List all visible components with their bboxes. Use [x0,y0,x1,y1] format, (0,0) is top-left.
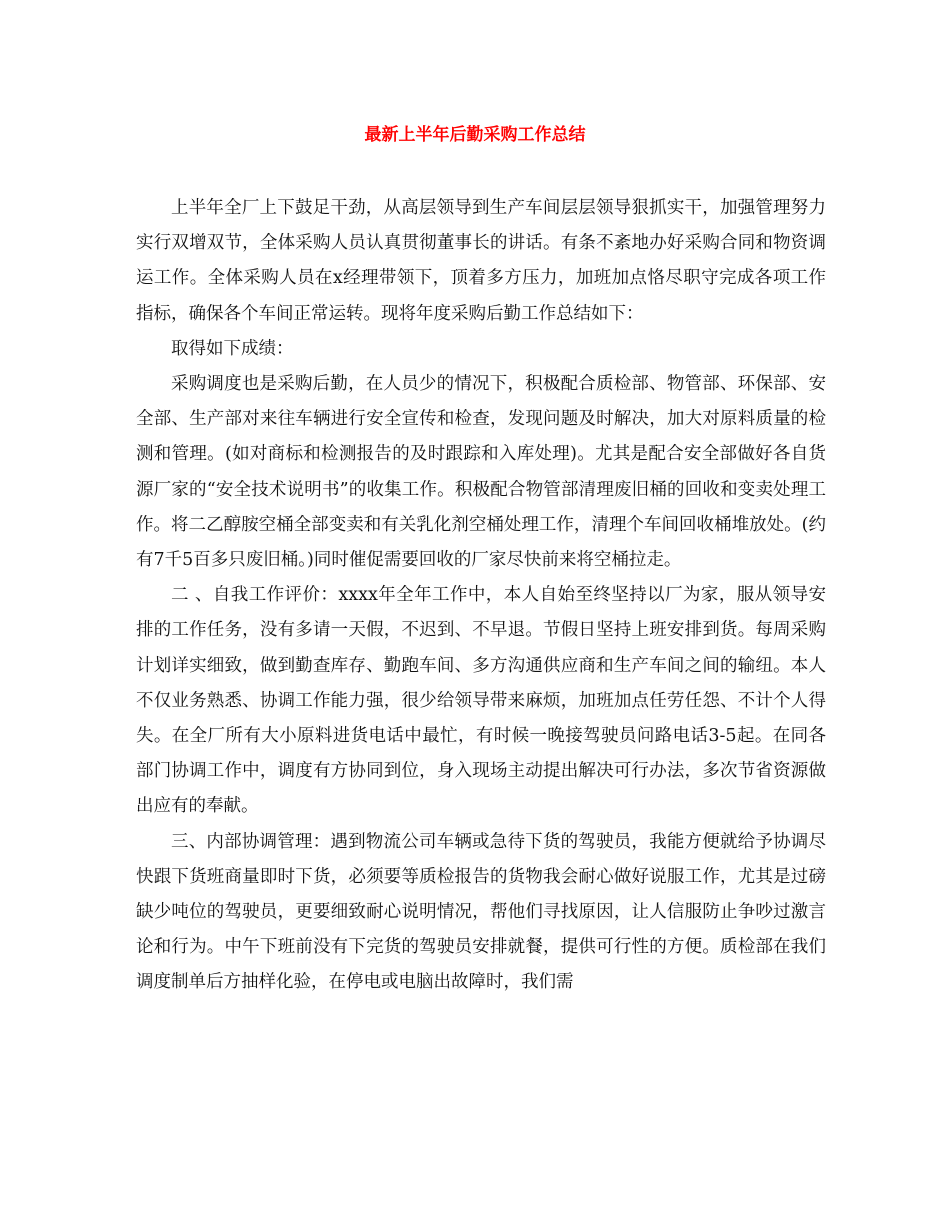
document-title: 最新上半年后勤采购工作总结 [364,125,586,145]
paragraph-procurement-dispatch: 采购调度也是采购后勤，在人员少的情况下，积极配合质检部、物管部、环保部、安全部、生产部对来往车辆进行安全宣传和检查，发现问题及时解决，加大对原料质量的检测和管理。(如对商标和检测报告的及时跟踪和入库处理)。尤其是配合安全部做好各自货源厂家的“安全技术说明书”的收集工作。积极配合物管部清理废旧桶的回收和变卖处理工作。将二乙醇胺空桶全部变卖和有关乳化剂空桶处理工作，清理个车间回收桶堆放处。(约有7千5百多只废旧桶。)同时催促需要回收的厂家尽快前来将空桶拉走。 [136,374,826,571]
paragraph-achievements-heading: 取得如下成绩： [171,338,294,359]
paragraph-internal-coordination: 三、内部协调管理：遇到物流公司车辆或急待下货的驾驶员，我能方便就给予协调尽快跟下货班商量即时下货，必须要等质检报告的货物我会耐心做好说服工作，尤其是过磅缺少吨位的驾驶员，更要细致耐心说明情况，帮他们寻找原因，让人信服防止争吵过激言论和行为。中午下班前没有下完货的驾驶员安排就餐，提供可行性的方便。质检部在我们调度制单后方抽样化验，在停电或电脑出故障时，我们需 [136,831,826,993]
paragraph-intro: 上半年全厂上下鼓足干劲，从高层领导到生产车间层层领导狠抓实干，加强管理努力实行双增双节，全体采购人员认真贯彻董事长的讲话。有条不紊地办好采购合同和物资调运工作。全体采购人员在x经理带领下，顶着多方压力，加班加点恪尽职守完成各项工作指标，确保各个车间正常运转。现将年度采购后勤工作总结如下： [136,198,826,324]
paragraph-self-evaluation: 二 、自我工作评价：xxxx年全年工作中，本人自始至终坚持以厂为家，服从领导安排的工作任务，没有多请一天假，不迟到、不早退。节假日坚持上班安排到货。每周采购计划详实细致，做到勤查库存、勤跑车间、多方沟通供应商和生产车间之间的输纽。本人不仅业务熟悉、协调工作能力强，很少给领导带来麻烦，加班加点任劳任怨、不计个人得失。在全厂所有大小原料进货电话中最忙，有时候一晚接驾驶员问路电话3-5起。在同各部门协调工作中，调度有方协同到位，身入现场主动提出解决可行办法，多次节省资源做出应有的奉献。 [136,585,826,817]
document-body [136,191,826,1001]
